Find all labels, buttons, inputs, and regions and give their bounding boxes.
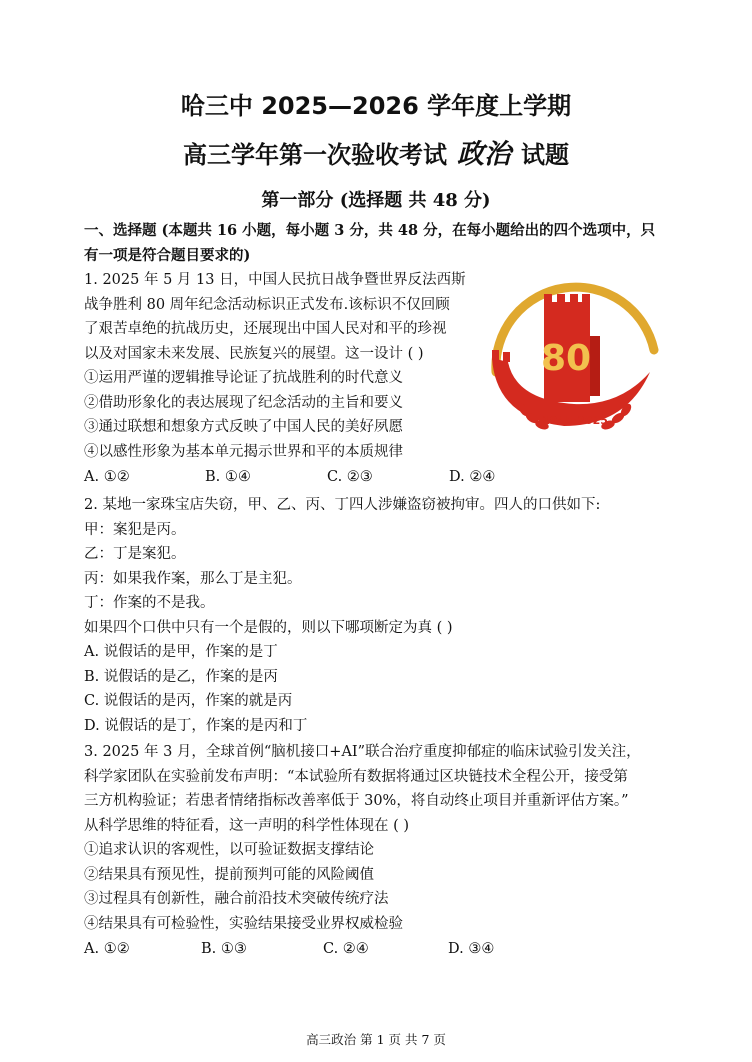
logo-years: 1945-2025 bbox=[542, 414, 608, 427]
statement-line: ①追求认识的客观性，以可验证数据支撑结论 bbox=[84, 842, 374, 858]
question-line: 2. 某地一家珠宝店失窃，甲、乙、丙、丁四人涉嫌盗窃被拘审。四人的口供如下: bbox=[84, 497, 601, 513]
statement-line: ①运用严谨的逻辑推导论证了抗战胜利的时代意义 bbox=[84, 370, 403, 386]
statement-line: 乙：丁是案犯。 bbox=[84, 546, 186, 562]
option-a: A. ①② bbox=[84, 941, 130, 957]
commemoration-logo bbox=[486, 280, 664, 446]
option-a: A. ①② bbox=[84, 469, 130, 485]
question-line: 科学家团队在实验前发布声明：“本试验所有数据将通过区块链技术全程公开，接受第 bbox=[84, 768, 628, 785]
option-c: C. ②③ bbox=[327, 469, 373, 485]
page-footer: 高三政治 第 1 页 共 7 页 bbox=[306, 1032, 446, 1047]
question-line: 三方机构验证；若患者情绪指标改善率低于 30%，将自动终止项目并重新评估方案。” bbox=[84, 793, 629, 809]
option-d: D. 说假话的是丁，作案的是丙和丁 bbox=[84, 717, 308, 734]
statement-line: 丁：作案的不是我。 bbox=[84, 595, 215, 611]
exam-title-line2 bbox=[0, 132, 752, 171]
option-c: C. ②④ bbox=[323, 941, 369, 957]
option-b: B. ①④ bbox=[205, 469, 251, 485]
option-d: D. ③④ bbox=[448, 941, 495, 957]
section-heading bbox=[84, 218, 674, 268]
statement-line: ②结果具有预见性，提前预判可能的风险阈值 bbox=[84, 866, 374, 883]
question-line: 如果四个口供中只有一个是假的，则以下哪项断定为真 ( ) bbox=[84, 619, 453, 636]
statement-line: ④结果具有可检验性，实验结果接受业界权威检验 bbox=[84, 915, 403, 932]
exam-title-post: 试题 bbox=[521, 141, 569, 169]
logo-number: 80 bbox=[540, 338, 592, 379]
option-b: B. ①③ bbox=[201, 941, 247, 957]
exam-subject: 政治 bbox=[457, 139, 511, 170]
part-title: 第一部分 (选择题 共 48 分) bbox=[261, 190, 491, 211]
question-3 bbox=[84, 740, 641, 936]
section-heading-line: 有一项是符合题目要求的) bbox=[84, 247, 251, 264]
question-line: 以及对国家未来发展、民族复兴的展望。这一设计 ( ) bbox=[84, 345, 424, 362]
exam-title-pre: 高三学年第一次验收考试 bbox=[183, 141, 447, 169]
statement-line: ③通过联想和想象方式反映了中国人民的美好夙愿 bbox=[84, 419, 403, 435]
question-line: 3. 2025 年 3 月，全球首例“脑机接口+AI”联合治疗重度抑郁症的临床试验引发关注， bbox=[84, 744, 641, 760]
question-line: 战争胜利 80 周年纪念活动标识正式发布.该标识不仅回顾 bbox=[84, 296, 450, 313]
question-line: 了艰苦卓绝的抗战历史，还展现出中国人民对和平的珍视 bbox=[84, 321, 447, 337]
option-a: A. 说假话的是甲，作案的是丁 bbox=[84, 644, 278, 660]
question-1 bbox=[84, 268, 466, 464]
question-line: 从科学思维的特征看，这一声明的科学性体现在 ( ) bbox=[84, 817, 410, 834]
statement-line: 甲：案犯是丙。 bbox=[84, 521, 186, 538]
option-c: C. 说假话的是丙，作案的就是丙 bbox=[84, 693, 293, 709]
statement-line: 丙：如果我作案，那么丁是主犯。 bbox=[84, 570, 302, 587]
section-heading-line: 一、选择题 (本题共 16 小题，每小题 3 分，共 48 分，在每小题给出的四个选项中，只 bbox=[84, 222, 656, 239]
exam-title-line1: 哈三中 2025—2026 学年度上学期 bbox=[180, 92, 572, 120]
option-d: D. ②④ bbox=[449, 469, 496, 485]
statement-line: ②借助形象化的表达展现了纪念活动的主旨和要义 bbox=[84, 394, 403, 411]
statement-line: ③过程具有创新性，融合前沿技术突破传统疗法 bbox=[84, 891, 389, 907]
statement-line: ④以感性形象为基本单元揭示世界和平的本质规律 bbox=[84, 443, 403, 460]
question-line: 1. 2025 年 5 月 13 日，中国人民抗日战争暨世界反法西斯 bbox=[84, 272, 466, 288]
question-2 bbox=[84, 493, 600, 738]
option-b: B. 说假话的是乙，作案的是丙 bbox=[84, 668, 278, 685]
